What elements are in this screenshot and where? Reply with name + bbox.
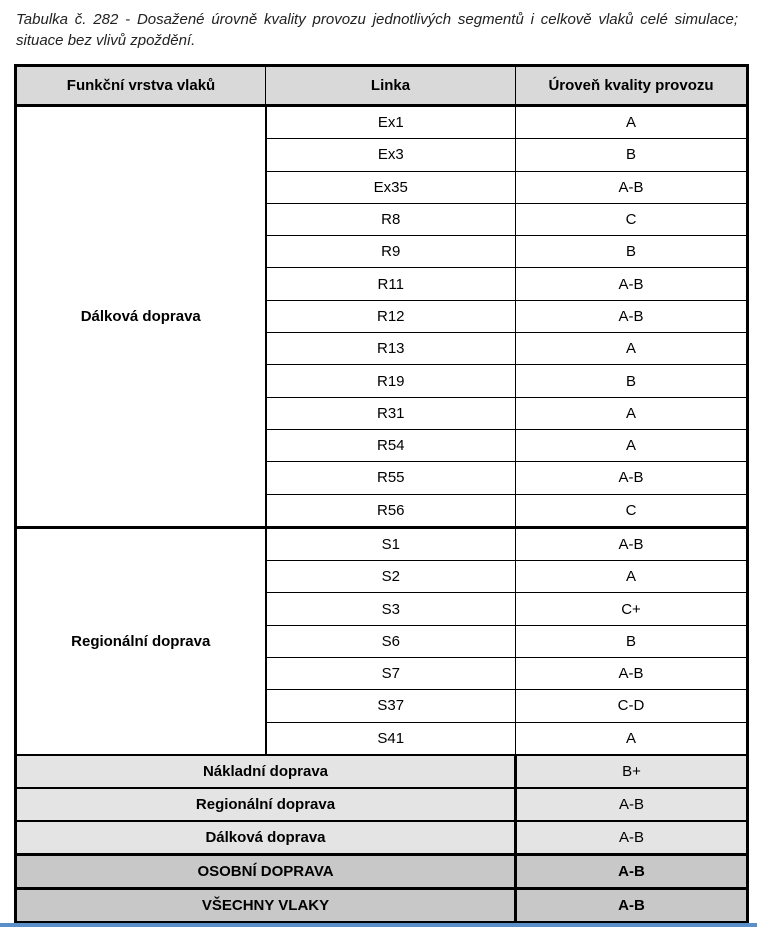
total-level: A-B [516,888,748,922]
line-cell: S37 [266,690,516,722]
total-row [16,854,748,888]
quality-level-cell: A [516,397,748,429]
line-cell: S2 [266,561,516,593]
quality-level-cell: C-D [516,690,748,722]
summary-level: A-B [516,788,748,821]
quality-level-cell: A-B [516,171,748,203]
line-cell: R31 [266,397,516,429]
quality-level-cell: B [516,365,748,397]
summary-level: B+ [516,755,748,788]
line-cell: Ex3 [266,139,516,171]
total-row [16,888,748,922]
quality-level-cell: A [516,106,748,139]
quality-level-cell: A [516,561,748,593]
summary-label: Regionální doprava [16,788,516,821]
group-label: Dálková doprava [16,106,266,528]
quality-table [14,64,749,924]
quality-level-cell: C+ [516,593,748,625]
line-cell: Ex1 [266,106,516,139]
quality-level-cell: A-B [516,527,748,560]
total-label: OSOBNÍ DOPRAVA [16,854,516,888]
quality-level-cell: B [516,139,748,171]
table-caption: Tabulka č. 282 - Dosažené úrovně kvality provozu jednotlivých segmentů i celkově vlaků celé simulace; situace bez vlivů zpoždění. [16,11,738,49]
table-row [16,527,748,560]
summary-label: Dálková doprava [16,821,516,855]
line-cell: S3 [266,593,516,625]
line-cell: R8 [266,203,516,235]
total-level: A-B [516,854,748,888]
quality-level-cell: A [516,722,748,755]
header-functional-layer: Funkční vrstva vlaků [16,66,266,106]
line-cell: R11 [266,268,516,300]
line-cell: R19 [266,365,516,397]
summary-row [16,821,748,855]
table-row [16,106,748,139]
line-cell: R13 [266,333,516,365]
group-label: Regionální doprava [16,527,266,755]
quality-level-cell: A [516,429,748,461]
quality-level-cell: A-B [516,462,748,494]
quality-level-cell: A-B [516,268,748,300]
quality-level-cell: C [516,494,748,527]
line-cell: R9 [266,236,516,268]
line-cell: Ex35 [266,171,516,203]
quality-level-cell: B [516,625,748,657]
summary-row [16,755,748,788]
line-cell: R56 [266,494,516,527]
line-cell: S1 [266,527,516,560]
quality-level-cell: A [516,333,748,365]
header-line: Linka [266,66,516,106]
line-cell: R12 [266,300,516,332]
window-bottom-edge [0,923,757,927]
quality-level-cell: A-B [516,300,748,332]
line-cell: R55 [266,462,516,494]
quality-level-cell: C [516,203,748,235]
summary-row [16,788,748,821]
total-label: VŠECHNY VLAKY [16,888,516,922]
line-cell: S6 [266,625,516,657]
summary-label: Nákladní doprava [16,755,516,788]
header-quality-level: Úroveň kvality provozu [516,66,748,106]
line-cell: R54 [266,429,516,461]
line-cell: S41 [266,722,516,755]
quality-level-cell: B [516,236,748,268]
quality-level-cell: A-B [516,658,748,690]
table-header-row [16,66,748,106]
summary-level: A-B [516,821,748,855]
line-cell: S7 [266,658,516,690]
